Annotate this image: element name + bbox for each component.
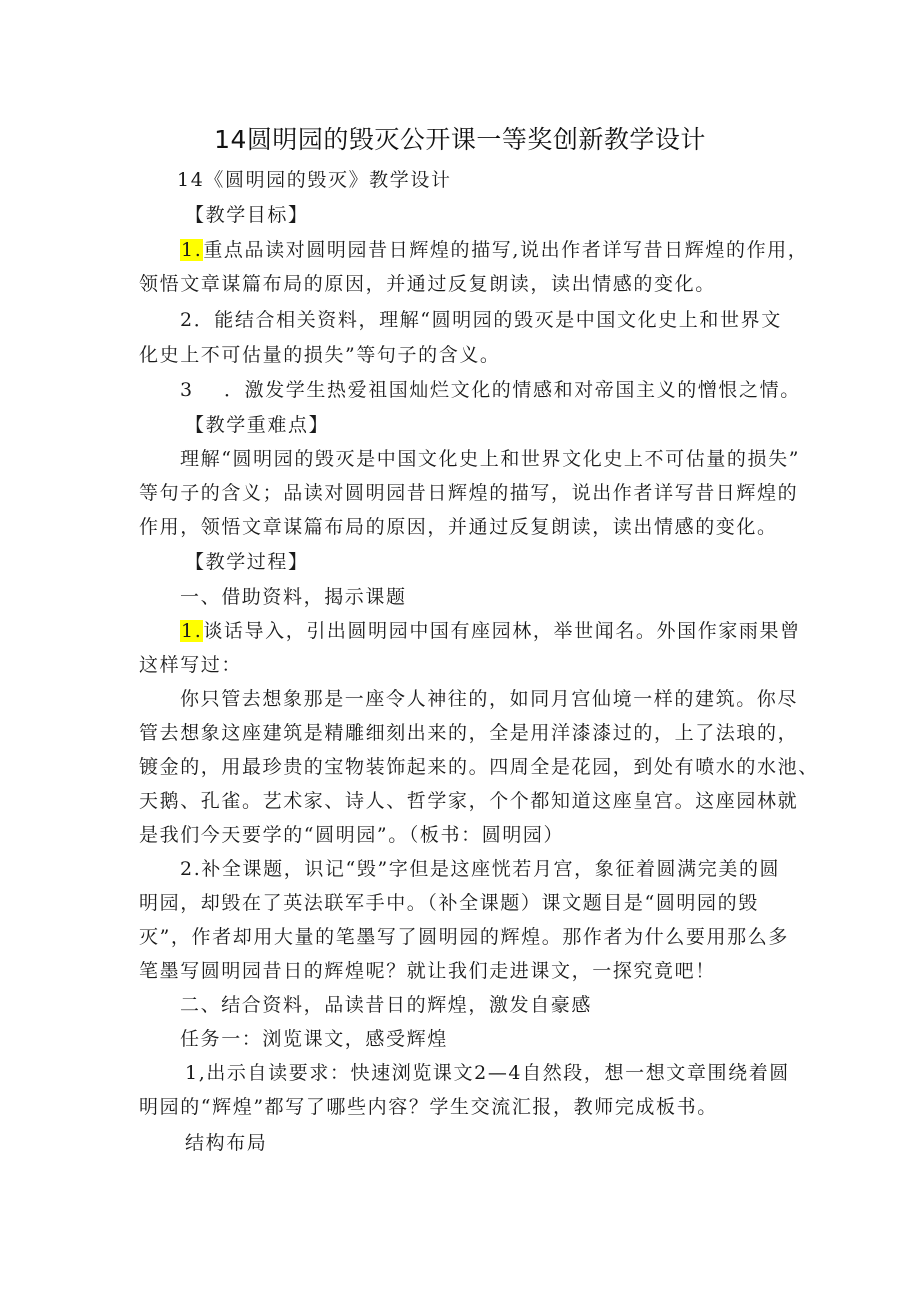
goal-2-line-2: 化史上不可估量的损失”等句子的含义。 <box>139 344 501 366</box>
process-2-line-3: 灭”，作者却用大量的笔墨写了圆明园的辉煌。那作者为什么要用那么多 <box>139 926 789 948</box>
goal-1-line-2: 领悟文章谋篇布局的原因，并通过反复朗读，读出情感的变化。 <box>139 273 716 295</box>
process-2-line-1: 2.补全课题，识记“毁”字但是这座恍若月宫，象征着圆满完美的圆 <box>180 858 781 880</box>
key-points-line-1: 理解“圆明园的毁灭是中国文化史上和世界文化史上不可估量的损失” <box>180 448 801 470</box>
section-heading-goals: 【教学目标】 <box>185 204 309 226</box>
goal-3-text: ．激发学生热爱祖国灿烂文化的情感和对帝国主义的憎恨之情。 <box>224 379 801 401</box>
process-1-text: 谈话导入，引出圆明园中国有座园林，举世闻名。外国作家雨果曾 <box>203 620 801 642</box>
goal-1-text: 重点品读对圆明园昔日辉煌的描写,说出作者详写昔日辉煌的作用， <box>203 239 809 261</box>
key-points-line-2: 等句子的含义；品读对圆明园昔日辉煌的描写，说出作者详写昔日辉煌的 <box>139 482 799 504</box>
key-points-line-3: 作用，领悟文章谋篇布局的原因，并通过反复朗读，读出情感的变化。 <box>139 516 778 538</box>
goal-3-number: 3 <box>180 379 194 401</box>
part-1-heading: 一、借助资料，揭示课题 <box>180 586 407 608</box>
subtitle: 14《圆明园的毁灭》教学设计 <box>177 169 452 191</box>
task-1-heading: 任务一：浏览课文，感受辉煌 <box>180 1028 448 1050</box>
process-2-line-4: 笔墨写圆明园昔日的辉煌呢？就让我们走进课文，一探究竟吧！ <box>139 960 716 982</box>
task-1-line-1: 1,出示自读要求：快速浏览课文2—4自然段，想一想文章围绕着圆 <box>185 1062 790 1084</box>
goal-2-line-1: 2．能结合相关资料，理解“圆明园的毁灭是中国文化史上和世界文 <box>180 309 782 331</box>
quote-line-5: 是我们今天要学的“圆明园”。（板书：圆明园） <box>139 824 565 846</box>
section-heading-process: 【教学过程】 <box>185 551 309 573</box>
quote-line-3: 镀金的，用最珍贵的宝物装饰起来的。四周全是花园，到处有喷水的水池、 <box>139 756 819 778</box>
quote-line-1: 你只管去想象那是一座令人神往的，如同月宫仙境一样的建筑。你尽 <box>180 688 799 710</box>
part-2-heading: 二、结合资料，品读昔日的辉煌，激发自豪感 <box>180 994 593 1016</box>
task-1-line-2: 明园的“辉煌”都写了哪些内容？学生交流汇报，教师完成板书。 <box>139 1096 718 1118</box>
quote-line-2: 管去想象这座建筑是精雕细刻出来的，全是用洋漆漆过的，上了法琅的， <box>139 722 799 744</box>
process-1-line-1 <box>180 619 801 643</box>
quote-line-4: 天鹅、孔雀。艺术家、诗人、哲学家，个个都知道这座皇宫。这座园林就 <box>139 790 799 812</box>
structure-heading: 结构布局 <box>185 1132 268 1154</box>
document-title: 14圆明园的毁灭公开课一等奖创新教学设计 <box>214 125 706 154</box>
goal-1-number: 1. <box>181 239 203 261</box>
process-2-line-2: 明园，却毁在了英法联军手中。（补全课题）课文题目是“圆明园的毁 <box>139 892 759 914</box>
process-1-number: 1. <box>181 620 203 642</box>
process-1-line-2: 这样写过： <box>139 654 243 676</box>
goal-1-line-1 <box>180 238 809 262</box>
section-heading-key-points: 【教学重难点】 <box>185 414 330 436</box>
